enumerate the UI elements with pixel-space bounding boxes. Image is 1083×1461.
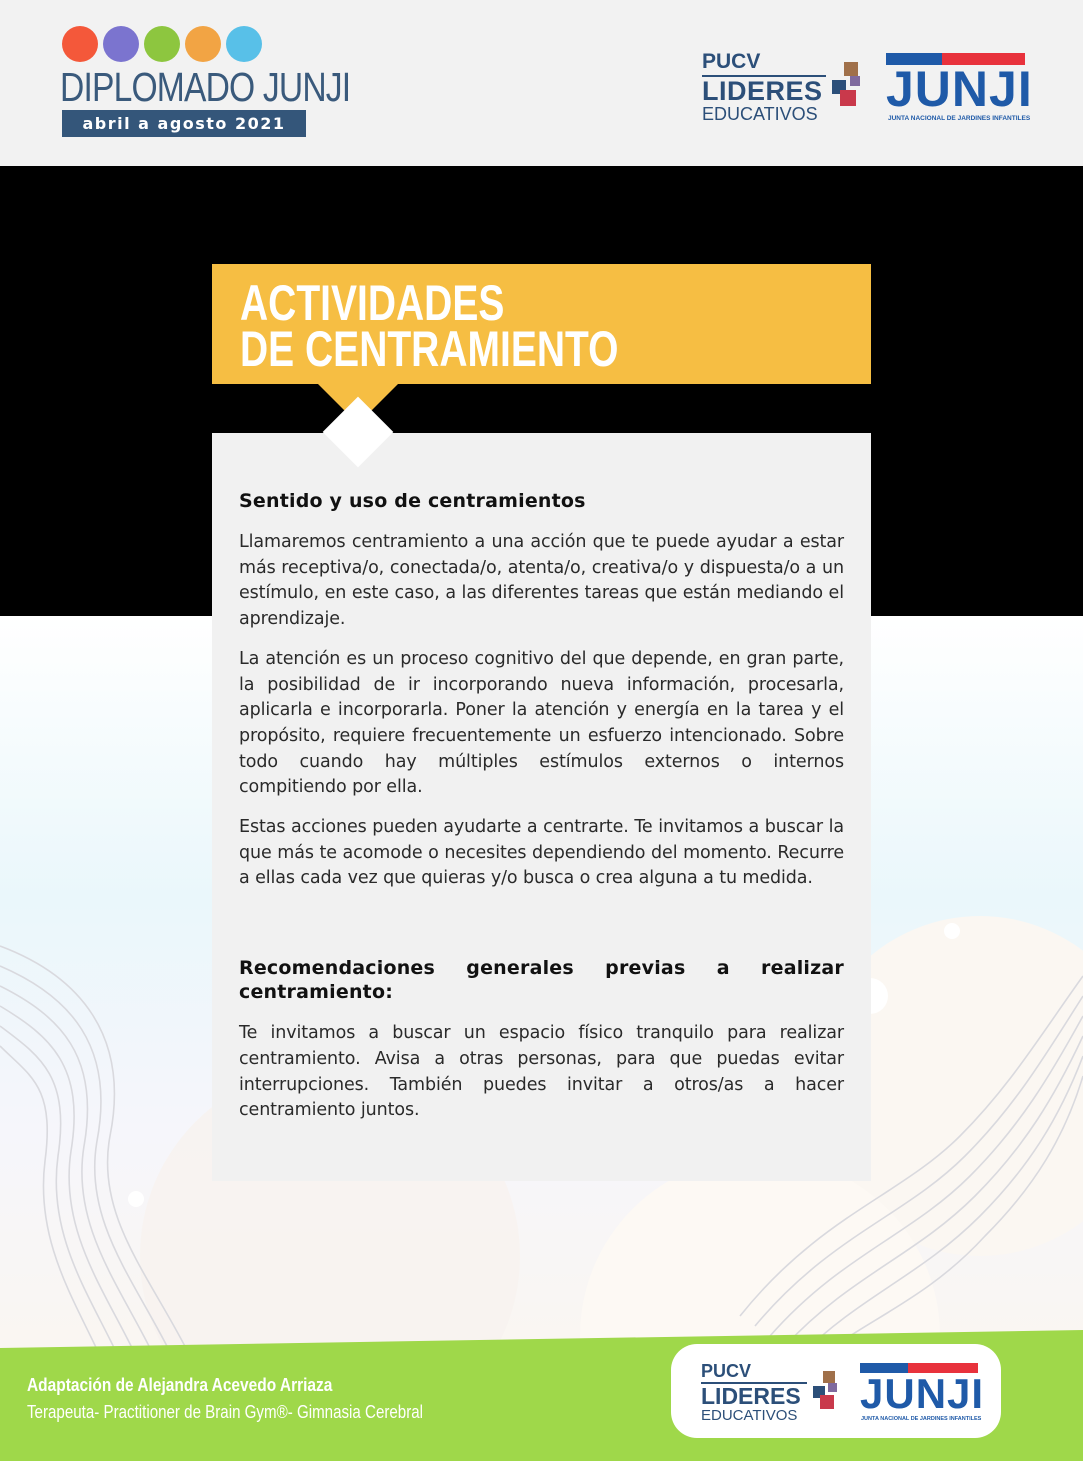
page-title-line2: DE CENTRAMIENTO: [240, 321, 619, 377]
footer-pucv-logo: [701, 1361, 841, 1425]
footer-pucv-cubes-icon: [811, 1369, 839, 1419]
footer-junji-logo: [860, 1363, 985, 1425]
pucv-logo-pucv: PUCV: [702, 50, 761, 73]
paragraph-acciones: Estas acciones pueden ayudarte a centrarte. Te invitamos a buscar la que más te acomode o necesites dependiendo del momento. Recurre a ellas cada vez que quieras y/o busca o crea alguna a tu medida.: [239, 817, 844, 889]
section-heading-recomendaciones: Recomendaciones generales previas a realizar centramiento:: [239, 957, 844, 1004]
dot-purple: [103, 26, 139, 62]
paragraph-recomendaciones: Te invitamos a buscar un espacio físico tranquilo para realizar centramiento. Avisa a otras personas, para que puedas evitar interrupciones. También puedes invitar a otros/as a hacer centramiento juntos.: [239, 1023, 844, 1121]
paragraph-atencion: La atención es un proceso cognitivo del que depende, en gran parte, la posibilidad de ir incorporando nueva información, procesarla, aplicarla e incorporarla. Poner la atención y energía en la tarea y el propósito, requiere frecuentemente un esfuerzo intencionado. Sobre todo cuando hay múltiples estímulos externos o internos compitiendo por ella.: [239, 648, 844, 798]
dot-green: [144, 26, 180, 62]
credit-role: Terapeuta- Practitioner de Brain Gym®- Gimnasia Cerebral: [27, 1402, 424, 1422]
pucv-logo-lideres: LIDERES: [702, 76, 823, 106]
junji-logo: [886, 53, 1033, 125]
junji-logo-tagline: JUNTA NACIONAL DE JARDINES INFANTILES: [888, 115, 1031, 122]
pucv-logo-educativos: EDUCATIVOS: [702, 104, 818, 124]
footer-pucv-logo-educativos: EDUCATIVOS: [701, 1407, 798, 1424]
page-title: [240, 275, 619, 377]
dot-orange: [185, 26, 221, 62]
diplomado-title: DIPLOMADO JUNJI: [60, 64, 351, 110]
dot-red: [62, 26, 98, 62]
junji-logo-word: JUNJI: [886, 61, 1033, 117]
footer-junji-tagline: JUNTA NACIONAL DE JARDINES INFANTILES: [861, 1416, 982, 1422]
dot-blue: [226, 26, 262, 62]
page-title-line1: ACTIVIDADES: [240, 275, 505, 331]
diplomado-dates: abril a agosto 2021: [62, 110, 306, 137]
title-banner: [212, 264, 871, 384]
content-card: [212, 433, 871, 1181]
pucv-cubes-icon: [830, 60, 862, 118]
pucv-logo: [702, 50, 862, 125]
credit-author: Adaptación de Alejandra Acevedo Arriaza: [27, 1375, 333, 1395]
paragraph-centramiento-def: Llamaremos centramiento a una acción que te puede ayudar a estar más receptiva/o, conectada/o, atenta/o, creativa/o y dispuesta/o a un estímulo, en este caso, a las diferentes tareas que están mediando el aprendizaje.: [239, 532, 844, 630]
footer-pucv-logo-pucv: PUCV: [701, 1361, 752, 1381]
color-dots: [62, 26, 262, 62]
footer-junji-word: JUNJI: [860, 1370, 985, 1417]
footer-pucv-logo-lideres: LIDERES: [701, 1383, 801, 1409]
section-heading-sentido: Sentido y uso de centramientos: [239, 490, 586, 512]
